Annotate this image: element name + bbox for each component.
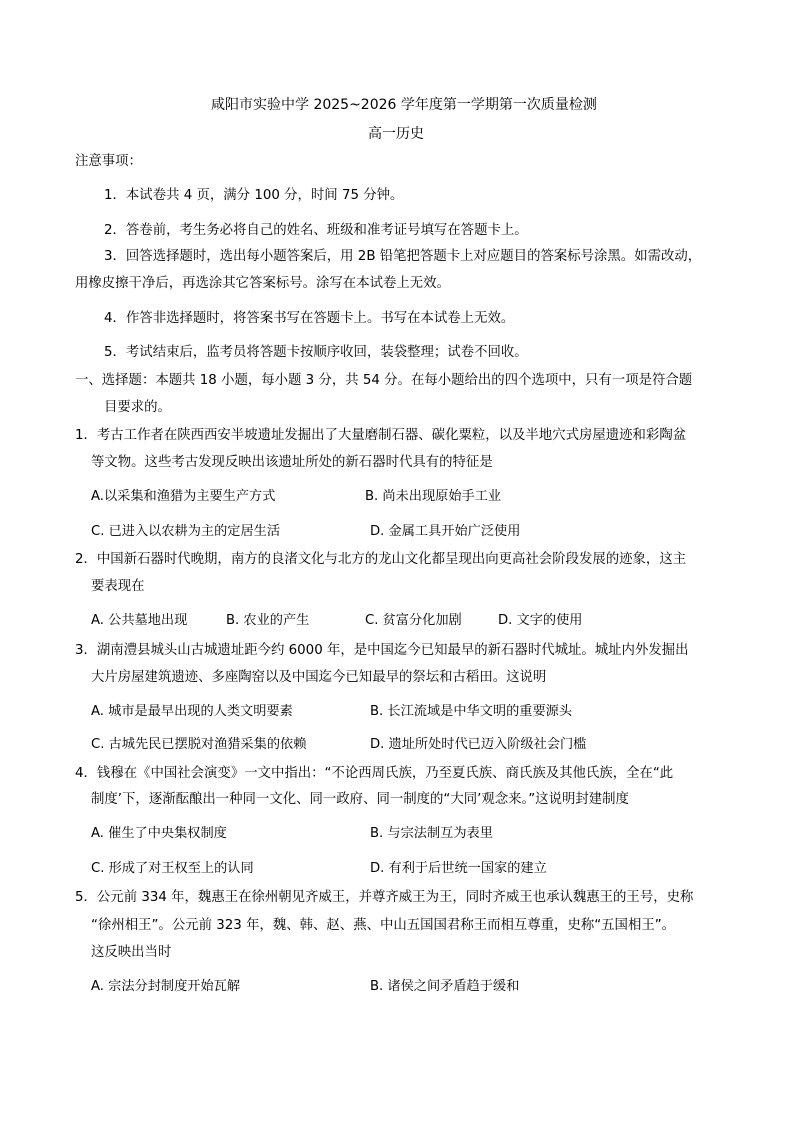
question-1-option-a[interactable]: A.以采集和渔猎为主要生产方式 bbox=[91, 489, 276, 504]
question-3-stem: 3．湖南澧县城头山古城遗址距今约 6000 年，是中国迄今已知最早的新石器时代城址。城址内外发掘出 bbox=[75, 643, 689, 658]
question-3-option-d[interactable]: D. 遗址所处时代已迈入阶级社会门槛 bbox=[370, 737, 587, 752]
question-5-stem-cont: 这反映出当时 bbox=[91, 945, 172, 960]
question-2-option-b[interactable]: B. 农业的产生 bbox=[226, 613, 310, 628]
question-2-option-a[interactable]: A. 公共墓地出现 bbox=[91, 613, 188, 628]
question-2-stem: 2．中国新石器时代晚期，南方的良渚文化与北方的龙山文化都呈现出向更高社会阶段发展的迹象，这主 bbox=[75, 552, 687, 567]
notice-item: 3．回答选择题时，选出每小题答案后，用 2B 铅笔把答题卡上对应题目的答案标号涂黑。如需改动， bbox=[104, 249, 702, 264]
question-1-option-c[interactable]: C. 已进入以农耕为主的定居生活 bbox=[91, 524, 281, 539]
question-4-option-d[interactable]: D. 有利于后世统一国家的建立 bbox=[370, 861, 547, 876]
question-4-option-a[interactable]: A. 催生了中央集权制度 bbox=[91, 826, 227, 841]
question-1-stem-cont: 等文物。这些考古发现反映出该遗址所处的新石器时代具有的特征是 bbox=[91, 455, 493, 470]
question-4-option-b[interactable]: B. 与宗法制互为表里 bbox=[370, 826, 493, 841]
question-2-stem-cont: 要表现在 bbox=[91, 579, 145, 594]
question-5-option-b[interactable]: B. 诸侯之间矛盾趋于缓和 bbox=[370, 979, 520, 994]
question-5-stem-cont: “徐州相王”。公元前 323 年，魏、韩、赵、燕、中山五国国君称王而相互尊重，史称“五国相王”。 bbox=[91, 918, 676, 933]
notice-item: 4．作答非选择题时，将答案书写在答题卡上。书写在本试卷上无效。 bbox=[104, 311, 515, 326]
question-3-option-a[interactable]: A. 城市是最早出现的人类文明要素 bbox=[91, 704, 293, 719]
question-2-option-d[interactable]: D. 文字的使用 bbox=[498, 613, 583, 628]
question-4-option-c[interactable]: C. 形成了对王权至上的认同 bbox=[91, 861, 254, 876]
section-heading: 一、选择题：本题共 18 小题，每小题 3 分，共 54 分。在每小题给出的四个选项中，只有一项是符合题 bbox=[75, 373, 693, 388]
notice-item: 1．本试卷共 4 页，满分 100 分，时间 75 分钟。 bbox=[104, 188, 404, 203]
question-1-stem: 1．考古工作者在陕西西安半坡遗址发掘出了大量磨制石器、碳化粟粒，以及半地穴式房屋遗迹和彩陶盆 bbox=[75, 428, 687, 443]
question-2-option-c[interactable]: C. 贫富分化加剧 bbox=[365, 613, 462, 628]
question-3-option-c[interactable]: C. 古城先民已摆脱对渔猎采集的依赖 bbox=[91, 737, 307, 752]
notice-heading: 注意事项： bbox=[75, 154, 142, 169]
question-4-stem-cont: 制度’下，逐渐酝酿出一种同一文化、同一政府、同一制度的“大同’观念来。”这说明封建制度 bbox=[91, 792, 629, 807]
question-1-option-b[interactable]: B. 尚未出现原始手工业 bbox=[365, 489, 502, 504]
question-1-option-d[interactable]: D. 金属工具开始广泛使用 bbox=[370, 524, 521, 539]
question-5-stem: 5．公元前 334 年，魏惠王在徐州朝见齐威王，并尊齐威王为王，同时齐威王也承认魏惠王的王号，史称 bbox=[75, 890, 694, 905]
notice-item: 用橡皮擦干净后，再选涂其它答案标号。涂写在本试卷上无效。 bbox=[75, 276, 450, 291]
section-heading-cont: 目要求的。 bbox=[104, 400, 171, 415]
exam-title: 咸阳市实验中学 2025~2026 学年度第一学期第一次质量检测 bbox=[211, 97, 597, 113]
question-3-stem-cont: 大片房屋建筑遗迹、多座陶窑以及中国迄今已知最早的祭坛和古稻田。这说明 bbox=[91, 670, 547, 685]
notice-item: 5．考试结束后，监考员将答题卡按顺序收回，装袋整理；试卷不回收。 bbox=[104, 345, 528, 360]
question-4-stem: 4．钱穆在《中国社会演变》一文中指出：“不论西周氏族，乃至夏氏族、商氏族及其他氏族，全在“此 bbox=[75, 766, 674, 781]
question-3-option-b[interactable]: B. 长江流域是中华文明的重要源头 bbox=[370, 704, 573, 719]
exam-subject: 高一历史 bbox=[368, 126, 424, 142]
question-5-option-a[interactable]: A. 宗法分封制度开始瓦解 bbox=[91, 979, 241, 994]
notice-item: 2．答卷前，考生务必将自己的姓名、班级和准考证号填写在答题卡上。 bbox=[104, 223, 528, 238]
